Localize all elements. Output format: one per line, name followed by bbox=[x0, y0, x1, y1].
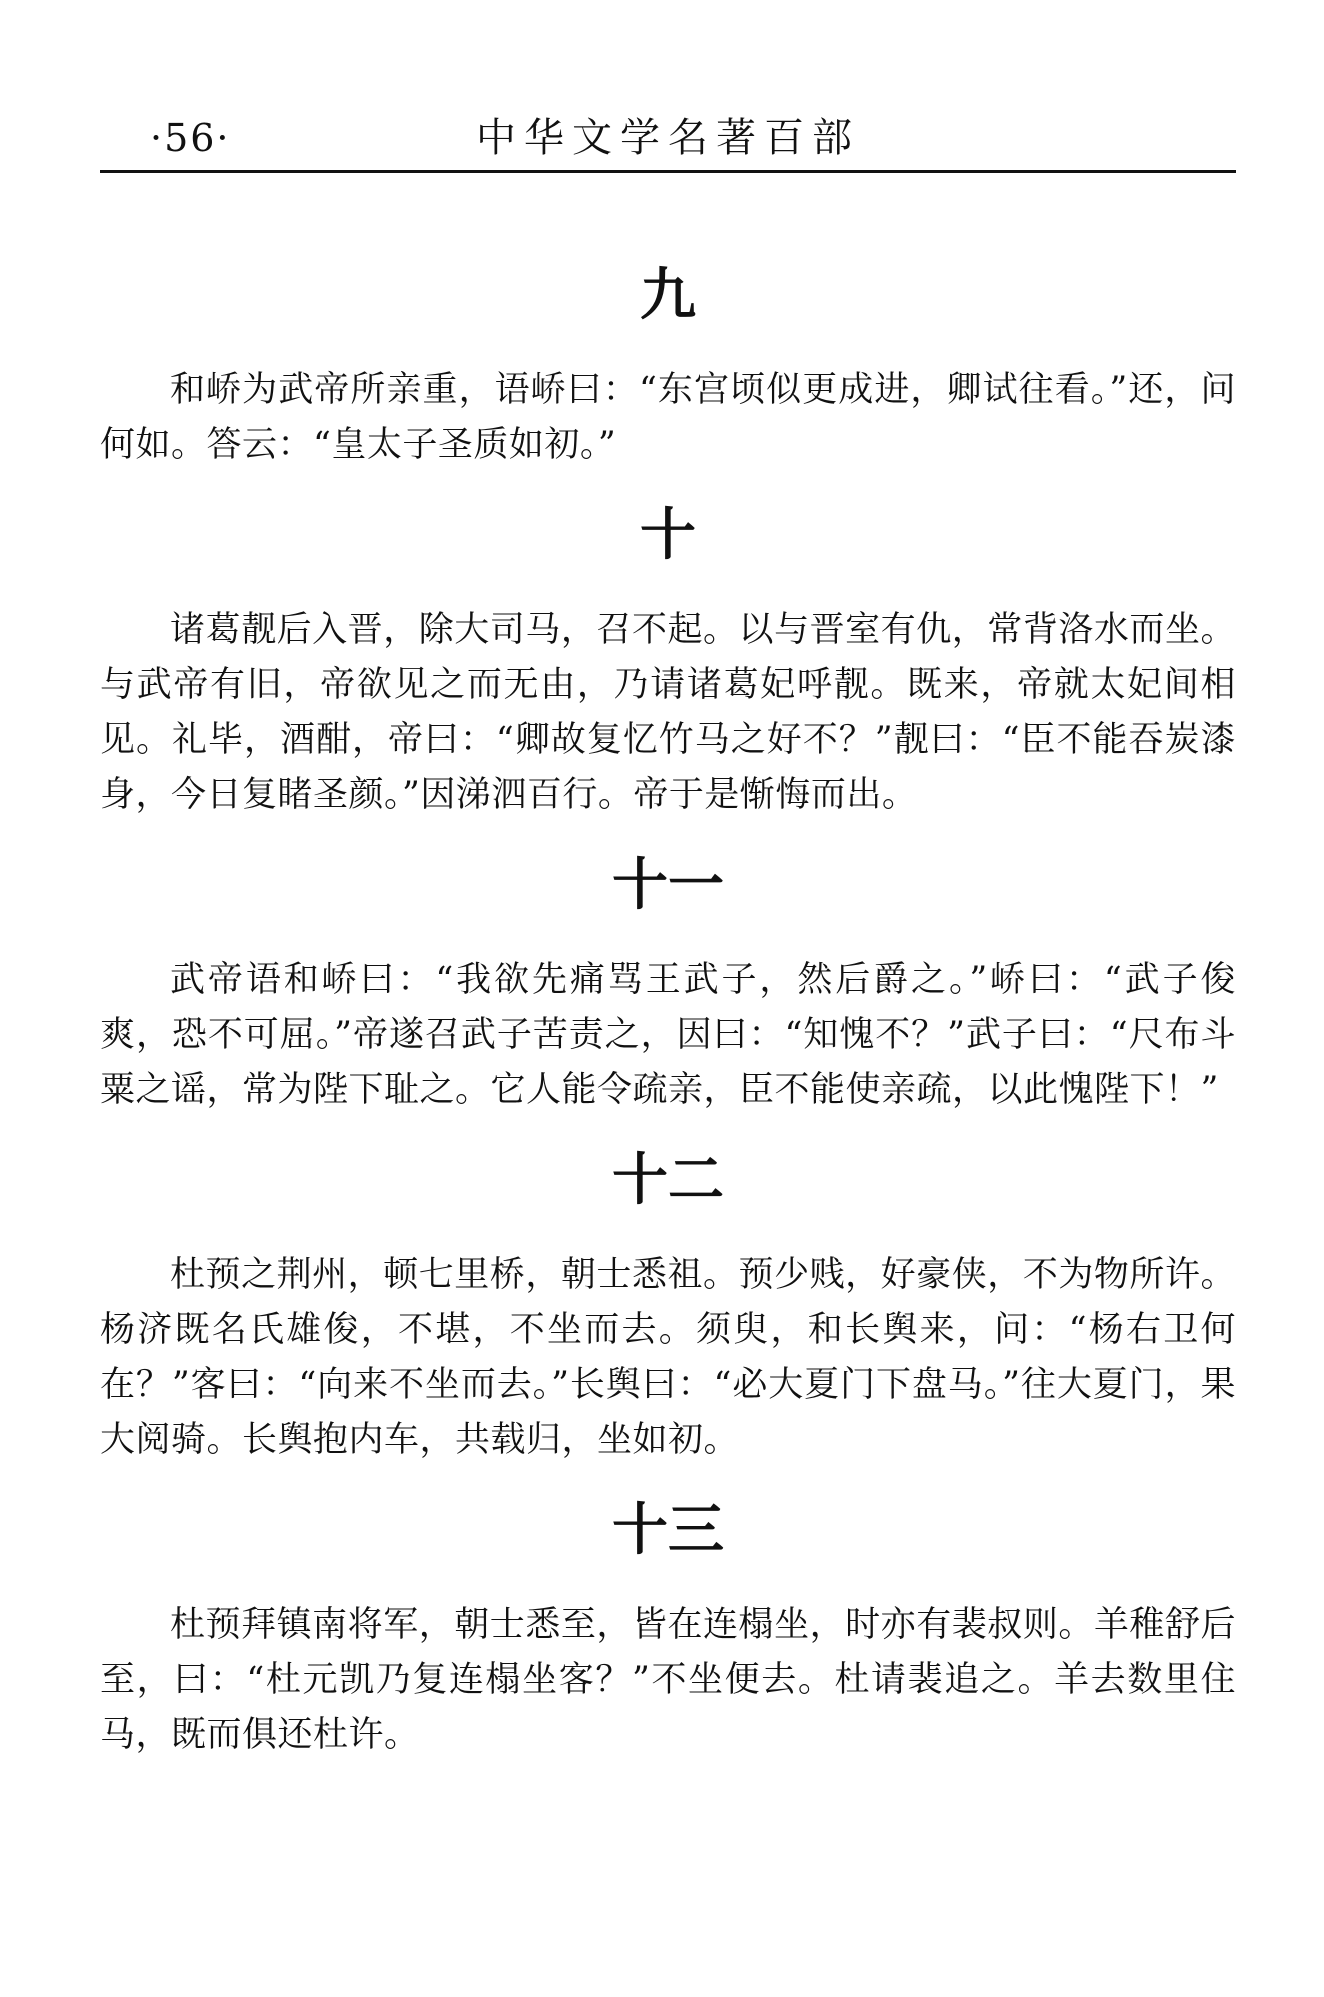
section bbox=[100, 1140, 1236, 1468]
section-heading: 十 bbox=[640, 502, 696, 568]
section-paragraph: 杜预拜镇南将军，朝士悉至，皆在连榻坐，时亦有裴叔则。羊稚舒后至，曰：“杜元凯乃复连榻坐客？”不坐便去。杜请裴追之。羊去数里住马，既而俱还杜许。 bbox=[100, 1605, 1236, 1755]
section bbox=[100, 255, 1236, 473]
book-title: 中华文学名著百部 bbox=[476, 115, 860, 161]
section-heading: 十一 bbox=[612, 852, 724, 918]
section-heading: 九 bbox=[640, 262, 696, 328]
page-number: ·56· bbox=[150, 116, 231, 160]
section-heading: 十三 bbox=[612, 1497, 724, 1563]
section bbox=[100, 1490, 1236, 1763]
section-paragraph: 杜预之荆州，顿七里桥，朝士悉祖。预少贱，好豪侠，不为物所许。杨济既名氏雄俊，不堪，不坐而去。须臾，和长舆来，问：“杨右卫何在？”客曰：“向来不坐而去。”长舆曰：“必大夏门下盘马。”往大夏门，果大阅骑。长舆抱内车，共载归，坐如初。 bbox=[100, 1255, 1236, 1460]
header-rule bbox=[100, 170, 1236, 173]
section-heading: 十二 bbox=[612, 1147, 724, 1213]
section-paragraph: 诸葛靓后入晋，除大司马，召不起。以与晋室有仇，常背洛水而坐。与武帝有旧，帝欲见之而无由，乃请诸葛妃呼靓。既来，帝就太妃间相见。礼毕，酒酣，帝曰：“卿故复忆竹马之好不？”靓曰：“臣不能吞炭漆身，今日复睹圣颜。”因涕泗百行。帝于是惭悔而出。 bbox=[100, 610, 1236, 815]
section bbox=[100, 845, 1236, 1118]
section-paragraph: 武帝语和峤曰：“我欲先痛骂王武子，然后爵之。”峤曰：“武子俊爽，恐不可屈。”帝遂召武子苦责之，因曰：“知愧不？”武子曰：“尺布斗粟之谣，常为陛下耻之。它人能令疏亲，臣不能使亲疏，以此愧陛下！” bbox=[100, 960, 1236, 1110]
section-paragraph: 和峤为武帝所亲重，语峤曰：“东宫顷似更成进，卿试往看。”还，问何如。答云：“皇太子圣质如初。” bbox=[100, 370, 1236, 465]
page-header bbox=[100, 108, 1236, 168]
page-content bbox=[100, 255, 1236, 1785]
section bbox=[100, 495, 1236, 823]
